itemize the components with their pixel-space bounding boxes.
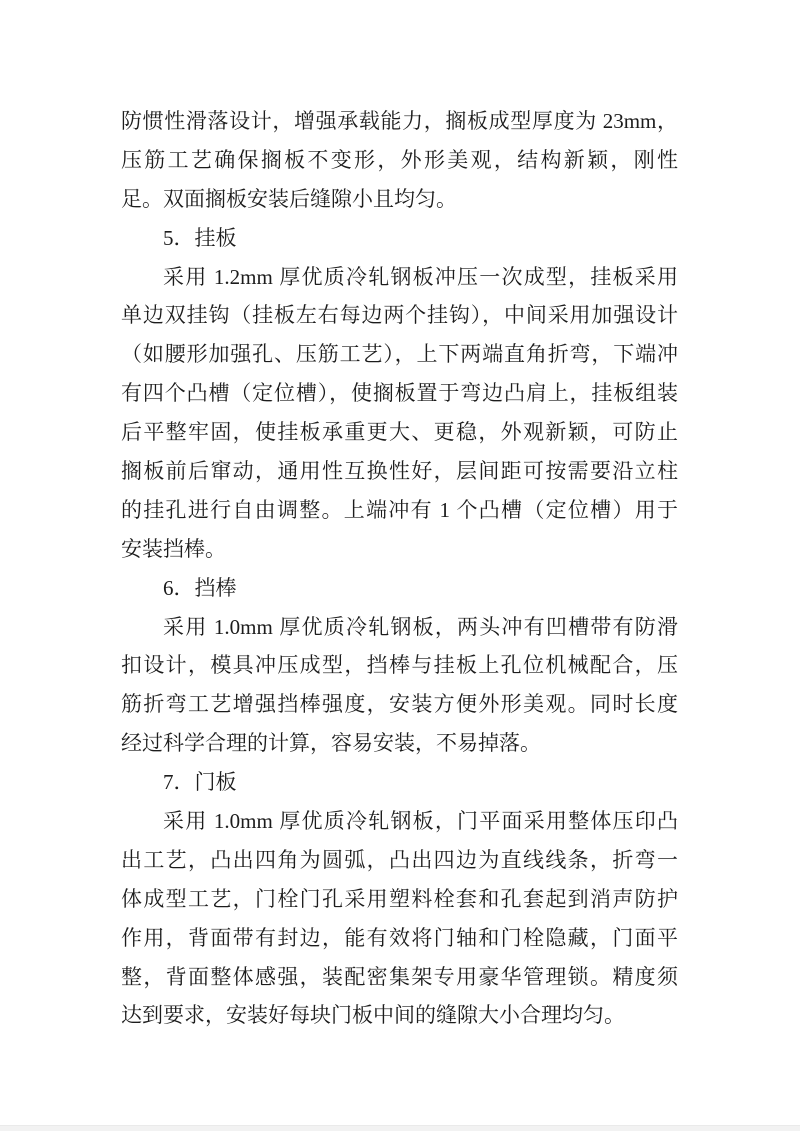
text-line: 采用 1.0mm 厚优质冷轧钢板，两头冲有凹槽带有防滑 (163, 614, 678, 639)
section-heading: 7．门板 (163, 770, 237, 795)
text-line: （如腰形加强孔、压筋工艺），上下两端直角折弯，下端冲 (121, 342, 678, 367)
text-line: 出工艺，凸出四角为圆弧，凸出四边为直线线条，折弯一 (121, 847, 678, 872)
text-line: 防惯性滑落设计，增强承载能力，搁板成型厚度为 23mm， (121, 109, 678, 133)
text-line: 经过科学合理的计算，容易安装，不易掉落。 (121, 731, 541, 756)
text-line: 采用 1.0mm 厚优质冷轧钢板，门平面采用整体压印凸 (163, 809, 678, 834)
document-text-block (121, 102, 678, 1035)
text-line: 达到要求，安装好每块门板中间的缝隙大小合理均匀。 (121, 1003, 625, 1028)
text-line: 足。双面搁板安装后缝隙小且均匀。 (121, 186, 457, 211)
text-line: 作用，背面带有封边，能有效将门轴和门栓隐藏，门面平 (121, 925, 678, 950)
text-line: 采用 1.2mm 厚优质冷轧钢板冲压一次成型，挂板采用 (163, 264, 678, 289)
text-line: 体成型工艺，门栓门孔采用塑料栓套和孔套起到消声防护 (121, 886, 678, 911)
text-line: 单边双挂钩（挂板左右每边两个挂钩），中间采用加强设计 (121, 303, 678, 328)
text-line: 有四个凸槽（定位槽），使搁板置于弯边凸肩上，挂板组装 (121, 381, 678, 406)
section-heading: 6．挡棒 (163, 575, 237, 600)
text-line: 搁板前后窜动，通用性互换性好，层间距可按需要沿立柱 (121, 459, 678, 484)
section-heading: 5．挂板 (163, 225, 237, 250)
text-line: 的挂孔进行自由调整。上端冲有 1 个凸槽（定位槽）用于 (121, 497, 678, 522)
text-line: 扣设计，模具冲压成型，挡棒与挂板上孔位机械配合，压 (121, 653, 678, 678)
text-line: 后平整牢固，使挂板承重更大、更稳，外观新颖，可防止 (121, 420, 678, 445)
page-bottom-edge (0, 1125, 800, 1131)
text-line: 压筋工艺确保搁板不变形，外形美观，结构新颖，刚性 (121, 147, 678, 172)
text-line: 安装挡棒。 (121, 536, 226, 561)
text-line: 整，背面整体感强，装配密集架专用豪华管理锁。精度须 (121, 964, 678, 989)
text-line: 筋折弯工艺增强挡棒强度，安装方便外形美观。同时长度 (121, 692, 678, 717)
